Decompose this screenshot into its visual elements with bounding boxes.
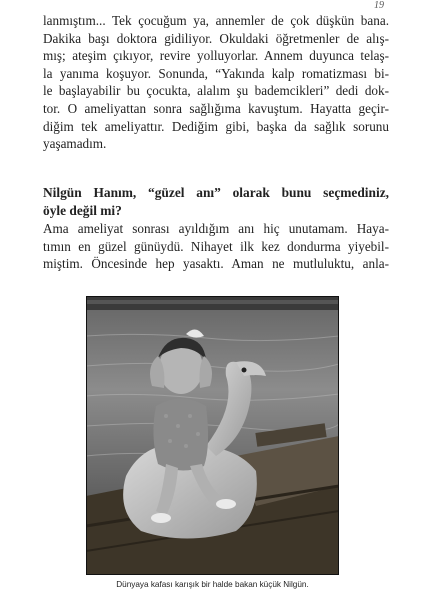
text-line: tımın en güzel günüydü. Nihayet ilk kez dondurma yiyebil- (43, 238, 389, 254)
text-line: miştim. Öncesinde hep yasaktı. Aman ne mutluluktu, anla- (43, 256, 389, 272)
photo-caption: Dünyaya kafası karışık bir halde bakan küçük Nilgün. (116, 580, 309, 589)
text-line: Dakika başı doktora gidiliyor. Okuldaki öğretmenler de alış- (43, 30, 389, 46)
text-line: la yanıma koşuyor. Sonunda, “Yakında kalp romatizması bi- (43, 65, 389, 81)
question-line: Nilgün Hanım, “güzel anı” olarak bunu seçmediniz, (43, 185, 389, 200)
paragraph-1 (43, 12, 389, 153)
text-line: lanmıştım... Tek çocuğum ya, annemler de çok düşkün bana. (43, 13, 389, 28)
text-line: mış; ateşim çıkıyor, revire yolluyorlar. Annem duyunca telaş- (43, 48, 389, 64)
question-line: öyle değil mi? (43, 202, 122, 218)
text-line: tor. O ameliyattan sonra sağlığıma kavuştum. Hayatta geçir- (43, 100, 389, 116)
interview-question (43, 184, 389, 219)
paragraph-2 (43, 220, 389, 273)
text-line: diğim tek ameliyattır. Dediğim gibi, başka da sağlık sorunu (43, 118, 389, 134)
photo-child-on-swan-boat (86, 296, 339, 575)
text-line: Ama ameliyat sonrası ayıldığım anı hiç unutamam. Haya- (43, 221, 389, 236)
photo-image (86, 296, 339, 575)
page-number: 19 (374, 0, 384, 11)
text-line: le başlayabilir bu çocukta, alalım şu bademcikleri” dedi dok- (43, 83, 389, 99)
child-shoe (151, 513, 171, 523)
text-line: yaşamadım. (43, 136, 107, 152)
